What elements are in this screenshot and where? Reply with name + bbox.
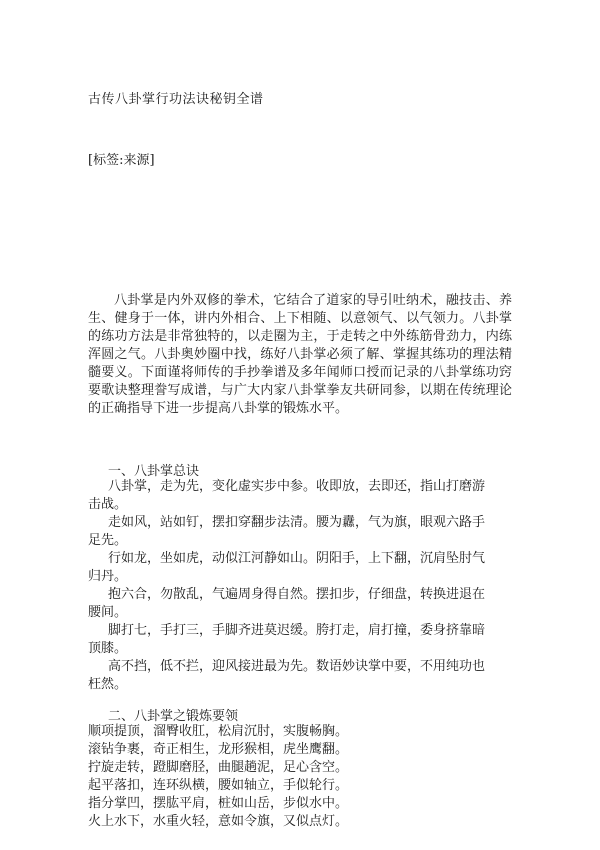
section-heading-1: 一、八卦掌总诀	[108, 464, 200, 479]
training-line-6: 火上水下，水重火轻，意如令旗，又似点灯。	[88, 814, 349, 829]
section-heading-2: 二、八卦掌之锻炼要领	[108, 709, 239, 724]
training-line-3: 拧旋走转，蹬脚磨胫，曲腿趟泥，足心含空。	[88, 760, 349, 775]
verse-3: 行如龙，坐如虎，动似江河静如山。阴阳手，上下翻，沉肩坠肘气归丹。	[88, 551, 486, 584]
verse-2: 走如风，站如钉，摆扣穿翻步法清。腰为纛，气为旗，眼观六路手足先。	[88, 515, 486, 548]
verse-5: 脚打七，手打三，手脚齐进莫迟缓。胯打走，肩打撞，委身挤靠暗顶膝。	[88, 623, 486, 656]
training-line-4: 起平落扣，连环纵横，腰如轴立，手似轮行。	[88, 778, 349, 793]
verse-6: 高不挡，低不拦，迎风接进最为先。数语妙诀掌中要，不用纯功也枉然。	[88, 659, 486, 692]
training-line-5: 指分掌凹，摆肱平肩，桩如山岳，步似水中。	[88, 796, 349, 811]
training-line-1: 顺项提顶，溜臀收肛，松肩沉肘，实腹畅胸。	[88, 724, 349, 739]
training-line-2: 滚钻争裹，奇正相生，龙形猴相，虎坐鹰翻。	[88, 742, 349, 757]
tag-label: [标签:来源]	[88, 153, 155, 168]
verse-4: 抱六合，勿散乱，气遍周身得自然。摆扣步，仔细盘，转换进退在腰间。	[88, 587, 486, 620]
document-title: 古传八卦掌行功法诀秘钥全谱	[88, 92, 264, 107]
intro-paragraph: 八卦掌是内外双修的拳术，它结合了道家的导引吐纳术，融技击、养生、健身于一体，讲内外相合、上下相随、以意领气、以气领力。八卦掌的练功方法是非常独特的，以走圈为主，于走转之中外练筋骨劲力，内练浑圆之气。八卦奥妙圈中找，练好八卦掌必须了解、掌握其练功的理法精髓要义。下面谨将师传的手抄拳谱及多年闻师口授而记录的八卦掌练功窍要歌诀整理誊写成谱，与广大内家八卦掌拳友共研同参，以期在传统理论的正确指导下进一步提高八卦掌的锻炼水平。	[88, 293, 512, 416]
verse-1: 八卦掌，走为先，变化虚实步中参。收即放，去即还，指山打磨游击战。	[88, 479, 486, 512]
